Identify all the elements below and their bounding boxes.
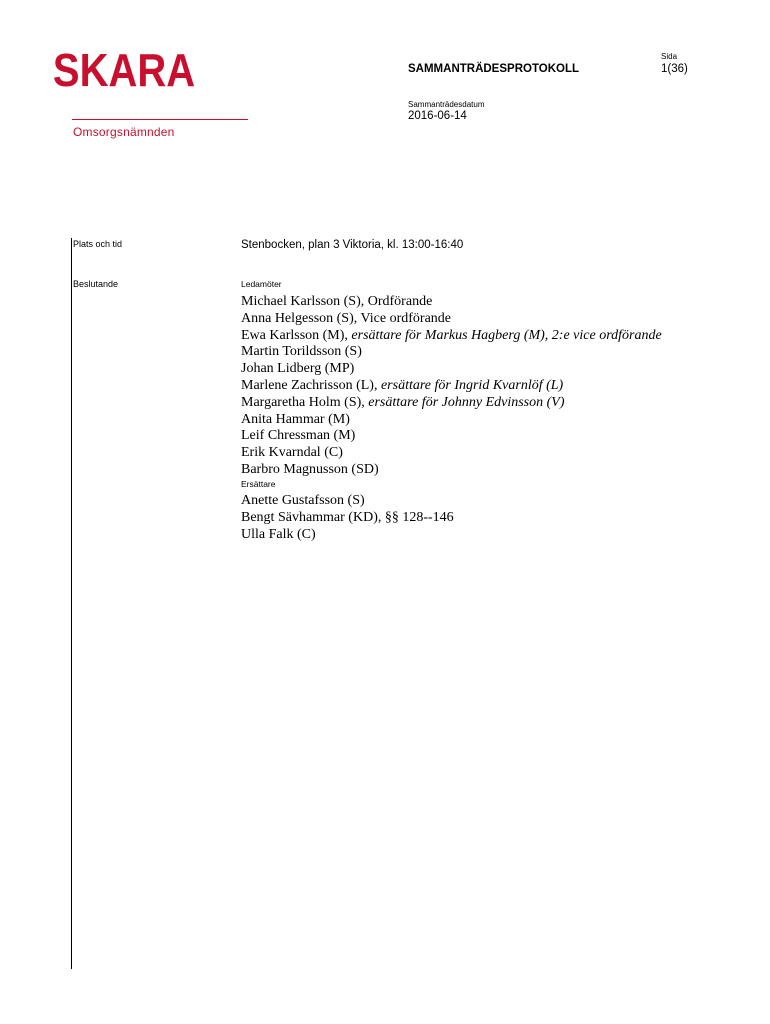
substitute-item: Ulla Falk (C) — [241, 526, 316, 542]
place-time-value: Stenbocken, plan 3 Viktoria, kl. 13:00-16:40 — [241, 239, 464, 251]
member-item: Anita Hammar (M) — [241, 411, 350, 427]
substitutes-list — [241, 493, 454, 543]
meeting-date-label: Sammanträdesdatum — [408, 100, 485, 109]
skara-logo — [52, 40, 196, 97]
page-label: Sida — [661, 52, 678, 61]
member-item: Margaretha Holm (S), ersättare för Johnny Edvinsson (V) — [241, 394, 565, 410]
member-item: Martin Torildsson (S) — [241, 344, 362, 360]
member-item: Johan Lidberg (MP) — [241, 361, 355, 377]
committee-rule — [72, 119, 248, 120]
substitutes-heading: Ersättare — [241, 479, 276, 489]
skara-logo-graphic — [52, 40, 196, 97]
meeting-date: 2016-06-14 — [408, 110, 467, 122]
members-heading: Ledamöter — [241, 279, 282, 289]
place-time-label: Plats och tid — [73, 239, 123, 249]
member-item: Ewa Karlsson (M), ersättare för Markus Hagberg (M), 2:e vice ordförande — [241, 327, 662, 343]
page-number: 1(36) — [661, 63, 688, 75]
document-title: SAMMANTRÄDESPROTOKOLL — [408, 63, 580, 75]
member-item: Anna Helgesson (S), Vice ordförande — [241, 310, 452, 326]
left-margin-rule — [71, 238, 72, 969]
member-item: Michael Karlsson (S), Ordförande — [241, 294, 433, 309]
decision-makers-label: Beslutande — [73, 279, 119, 289]
skara-logo-text: SKARA — [52, 45, 196, 97]
member-item: Erik Kvarndal (C) — [241, 445, 343, 461]
member-item: Marlene Zachrisson (L), ersättare för Ingrid Kvarnlöf (L) — [241, 377, 564, 393]
members-list — [241, 294, 662, 479]
member-item: Leif Chressman (M) — [241, 428, 356, 444]
substitute-item: Bengt Sävhammar (KD), §§ 128--146 — [241, 509, 454, 525]
substitute-item: Anette Gustafsson (S) — [241, 493, 365, 508]
member-item: Barbro Magnusson (SD) — [241, 461, 379, 477]
committee-name: Omsorgsnämnden — [73, 125, 175, 139]
